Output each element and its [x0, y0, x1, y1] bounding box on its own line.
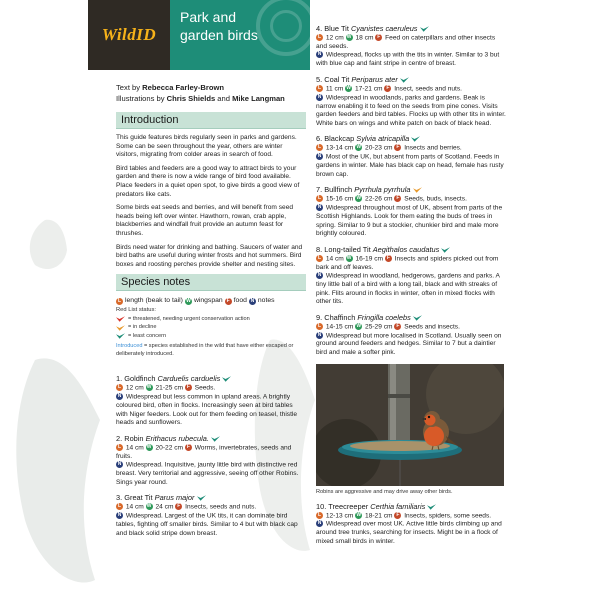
wingspan-badge-icon: W [346, 254, 352, 261]
length-badge-icon: L [317, 34, 322, 40]
green-bird-icon [116, 333, 125, 339]
species-name-row [316, 75, 506, 85]
right-species-list-bottom [316, 502, 506, 547]
species-number: 8. [316, 244, 323, 254]
intro-paragraph-1: This guide features birds regularly seen in parks and gardens. Some can be seen throughout the year, others are winter visitors, migrating from colder areas in search of food. [116, 134, 297, 159]
species-latin-name: Cyanistes caeruleus [350, 24, 418, 33]
species-common-name: Goldfinch [124, 374, 156, 384]
species-name-row [316, 245, 506, 255]
wingspan-badge-icon: W [146, 384, 152, 391]
red-bird-icon [116, 316, 125, 322]
species-latin-name: Periparus ater [351, 74, 398, 84]
species-latin-name: Parus major [154, 493, 195, 503]
introduced-text: = species established in the wild that have either escaped or deliberately introduced. [116, 343, 294, 357]
species-common-name: Blackcap [324, 134, 355, 144]
author-name: Rebecca Farley-Brown [142, 83, 225, 92]
notes-badge-icon: N [317, 331, 322, 338]
species-wingspan: 20-22 cm [155, 444, 183, 452]
species-common-name: Coal Tit [324, 74, 350, 84]
species-notes-text: Widespread. Largest of the UK tits, it can dominate bird tables, fighting off smaller birds. Similar to 4 but with black cap and black solid stripe down breast. [116, 512, 298, 537]
species-measurements [316, 85, 506, 94]
notes-badge-icon: N [317, 272, 322, 279]
species-length: 15-16 cm [325, 195, 354, 203]
credits [116, 82, 306, 104]
species-food: Worms, invertebrates, seeds and fruits. [116, 444, 292, 460]
species-common-name: Treecreeper [328, 501, 369, 511]
notes-badge-icon: N [317, 93, 322, 100]
species-common-name: Great Tit [124, 493, 153, 503]
status-bird-icon [427, 504, 436, 510]
status-bird-icon [400, 77, 409, 83]
species-name-row [316, 134, 506, 144]
species-entry [316, 313, 506, 358]
species-entry [116, 493, 306, 538]
species-wingspan: 25-29 cm [365, 323, 393, 330]
species-number: 10. [316, 501, 327, 511]
species-measurements [316, 144, 506, 153]
food-badge-icon: F [186, 443, 190, 450]
species-name-row [116, 374, 306, 384]
species-common-name: Chaffinch [324, 312, 356, 322]
species-name-row [116, 493, 306, 503]
legend-notes: notes [257, 297, 275, 305]
species-latin-name: Erithacus rubecula. [145, 433, 209, 443]
food-badge-icon: F [396, 322, 400, 329]
species-common-name: Robin [124, 433, 144, 443]
species-latin-name: Aegithalos caudatus [372, 244, 440, 254]
species-name-row [316, 502, 506, 512]
species-measurements [116, 503, 306, 512]
species-number: 9. [316, 312, 323, 322]
species-length: 14 cm [125, 444, 144, 452]
length-badge-icon: L [317, 195, 322, 202]
illustrator-1: Chris Shields [166, 94, 216, 103]
intro-paragraph-2: Bird tables and feeders are a good way to attract birds to your garden and there is now a wide range of bird food available. Place feeders in a quiet open spot, to give birds a good view of predators like cats. [116, 164, 300, 198]
species-number: 6. [316, 134, 323, 144]
species-length: 13-14 cm [325, 144, 354, 152]
species-notes-text: Most of the UK, but absent from parts of Scotland. Feeds in gardens in winter. Male has black cap on head, female has rusty brown cap. [316, 153, 504, 178]
legend-wingspan: wingspan [193, 297, 223, 305]
notes-badge-icon: N [317, 153, 322, 160]
species-entry [316, 245, 506, 307]
species-entry [316, 134, 506, 179]
species-number: 4. [316, 24, 323, 33]
legend-length-note: (beak to tail) [145, 297, 183, 305]
species-length: 11 cm [325, 85, 344, 93]
species-food: Insects, spiders, some seeds. [404, 511, 492, 519]
species-measurements [316, 512, 506, 521]
species-notes-text: Widespread but more localised in Scotland. Usually seen on ground around feeders and hedges. Similar to 7 but a daintier bird and male a softer pink. [316, 331, 502, 357]
species-common-name: Blue Tit [324, 24, 349, 33]
length-badge-icon: L [117, 503, 122, 510]
photo-caption: Robins are aggressive and may drive away other birds. [316, 488, 453, 495]
legend-food: food [233, 297, 247, 305]
status-threatened-label: = threatened, needing urgent conservation action [128, 315, 250, 322]
food-badge-icon: F [386, 84, 390, 91]
species-measurements [316, 255, 506, 272]
status-threatened [116, 315, 306, 324]
status-bird-icon [211, 436, 220, 442]
intro-paragraph-4: Birds need water for drinking and bathing. Saucers of water and bird baths are useful during winter frosts and hot summers. Bird boxes and roosting perches provide shelter and nesting sites. [116, 243, 303, 268]
length-badge-icon: L [117, 297, 122, 304]
title-line-1: Park and [180, 9, 237, 25]
page-title [180, 8, 300, 44]
status-bird-icon [420, 26, 429, 32]
species-number: 2. [116, 433, 123, 443]
robin-photo [316, 364, 504, 486]
species-length: 12-13 cm [325, 511, 354, 519]
notes-badge-icon: N [117, 461, 122, 468]
species-notes [316, 332, 506, 358]
wingspan-badge-icon: W [346, 34, 352, 40]
species-notes [316, 51, 506, 68]
length-badge-icon: L [117, 443, 122, 450]
species-notes-heading: Species notes [116, 274, 306, 291]
species-name-row [116, 434, 306, 444]
species-notes-text: Widespread throughout most of UK, absent from parts of the Scottish Highlands. Look for them eating the buds of trees in spring. Similar to 9 but a stockier, chunkier bird and male more brightly coloured. [316, 204, 503, 238]
species-wingspan: 17-21 cm [355, 85, 383, 93]
food-badge-icon: F [186, 384, 190, 391]
species-notes [316, 272, 506, 307]
species-wingspan: 22-26 cm [365, 195, 393, 203]
title-line-2: garden birds [180, 27, 258, 43]
species-notes [316, 520, 506, 546]
length-badge-icon: L [317, 144, 322, 151]
wingspan-badge-icon: W [356, 511, 362, 518]
species-number: 1. [116, 374, 123, 384]
status-decline-label: = in decline [128, 324, 157, 331]
species-measurements [316, 34, 506, 51]
wingspan-badge-icon: W [356, 144, 362, 151]
species-notes-text: Widespread over most UK. Active little birds climbing up and around tree trunks, searching for insects. Might be in a flock of mixed small birds in winter. [316, 520, 502, 545]
species-entry [116, 374, 306, 427]
species-food: Insects and spiders picked out from bark and off leaves. [316, 254, 499, 271]
status-least-concern [116, 332, 306, 341]
introduced-note [116, 343, 306, 358]
status-bird-icon [413, 315, 422, 321]
food-badge-icon: F [177, 503, 181, 510]
species-wingspan: 21-25 cm [155, 384, 183, 392]
species-food: Insects, seeds and nuts. [185, 503, 257, 511]
species-notes [316, 94, 506, 129]
food-badge-icon: F [377, 34, 381, 40]
and-label: and [215, 94, 233, 103]
species-measurements [316, 195, 506, 204]
species-notes [116, 512, 306, 538]
species-entry [116, 434, 306, 487]
status-bird-icon [222, 376, 231, 382]
wildid-logo [88, 0, 170, 70]
species-common-name: Long-tailed Tit [324, 244, 371, 254]
species-measurements [316, 323, 506, 332]
wingspan-badge-icon: W [346, 84, 352, 91]
right-species-list-top [316, 24, 506, 358]
length-badge-icon: L [317, 511, 322, 518]
species-notes-text: Widespread, flocks up with the tits in winter. Similar to 3 but with blue cap and faint stripe in centre of breast. [316, 51, 500, 68]
species-wingspan: 24 cm [155, 503, 174, 511]
species-notes-text: Widespread in woodlands, parks and gardens. Beak is narrow enabling it to feed on the seeds from pine cones. Visits garden feeders and bird tables. Flocks up with other tits in winter. White bars on wings and white patch on back of black head. [316, 93, 506, 127]
status-decline [116, 323, 306, 332]
species-notes [116, 393, 306, 428]
species-food: Feed on caterpillars and other insects and seeds. [316, 34, 496, 50]
species-latin-name: Sylvia atricapilla [356, 134, 410, 144]
spacer [116, 358, 306, 374]
species-length: 12 cm [325, 34, 344, 42]
status-bird-icon [413, 187, 422, 193]
length-badge-icon: L [117, 384, 122, 391]
food-badge-icon: F [396, 511, 400, 518]
species-entry [316, 502, 506, 547]
species-measurements [116, 384, 306, 393]
robin-feeder-image [316, 364, 504, 486]
red-list-label: Red List status: [116, 307, 156, 314]
right-column [316, 24, 506, 553]
introduction-heading: Introduction [116, 112, 306, 129]
wingspan-badge-icon: W [356, 195, 362, 202]
food-badge-icon: F [396, 195, 400, 202]
species-length: 14 cm [325, 254, 344, 262]
illustrator-2: Mike Langman [232, 94, 285, 103]
species-number: 3. [116, 493, 123, 503]
species-latin-name: Carduelis carduelis [157, 374, 221, 384]
left-column [116, 112, 306, 544]
species-notes [116, 461, 306, 487]
food-badge-icon: F [226, 297, 230, 304]
notes-badge-icon: N [317, 51, 322, 58]
species-food: Insect, seeds and nuts. [394, 85, 462, 93]
length-badge-icon: L [317, 254, 322, 261]
species-entry [316, 185, 506, 238]
species-entry [316, 24, 506, 69]
species-common-name: Bullfinch [324, 185, 353, 195]
food-badge-icon: F [396, 144, 400, 151]
species-notes [316, 204, 506, 239]
species-name-row [316, 185, 506, 195]
notes-badge-icon: N [317, 204, 322, 211]
species-notes [316, 153, 506, 179]
intro-paragraph-3: Some birds eat seeds and berries, and will benefit from seed heads being left over winter. Hawthorn, rowan, crab apple, blackberries and windfall fruit provide an autumn feast for thrushes. [116, 204, 294, 237]
status-least-label: = least concern [128, 332, 167, 339]
length-badge-icon: L [317, 84, 322, 91]
title-banner [170, 0, 310, 70]
wingspan-badge-icon: W [146, 503, 152, 510]
species-number: 5. [316, 74, 323, 84]
species-wingspan: 20-23 cm [365, 144, 393, 152]
logo-text: WildID [101, 25, 157, 44]
text-by-label: Text by [116, 83, 143, 92]
species-measurements [116, 444, 306, 461]
species-length: 14-15 cm [325, 323, 354, 330]
left-species-list [116, 374, 306, 538]
legend-length: length [125, 297, 144, 305]
species-length: 12 cm [125, 384, 144, 392]
species-wingspan: 18-21 cm [365, 511, 393, 519]
species-food: Seeds and insects. [404, 323, 460, 330]
status-bird-icon [441, 247, 450, 253]
species-length: 14 cm [125, 503, 144, 511]
status-bird-icon [411, 136, 420, 142]
species-food: Seeds, buds, insects. [404, 195, 467, 203]
notes-badge-icon: N [117, 512, 122, 519]
species-latin-name: Fringilla coelebs [357, 312, 411, 322]
species-entry [316, 75, 506, 128]
notes-badge-icon: N [250, 297, 255, 304]
species-notes-text: Widespread. Inquisitive, jaunty little bird with distinctive red breast. Very territorial and aggressive, seeing off other Robins. Sings year round. [116, 461, 299, 486]
illustrations-label: Illustrations by [116, 94, 167, 103]
species-notes-text: Widespread in woodland, hedgerows, gardens and parks. A tiny little ball of a bird with a long tail, black and with streaks of pink. Flits around in flocks in winter, often in mixed flocks with other tits. [316, 272, 500, 306]
species-name-row [316, 313, 506, 323]
species-food: Insects and berries. [404, 144, 462, 152]
food-badge-icon: F [386, 254, 390, 261]
species-wingspan: 18 cm [355, 34, 374, 42]
species-name-row [316, 24, 506, 34]
wingspan-badge-icon: W [186, 297, 191, 304]
introduced-word: Introduced [116, 343, 143, 350]
length-badge-icon: L [317, 322, 322, 329]
species-notes-text: Widespread but less common in upland areas. A brightly coloured bird, often in flocks. Increasingly seen at bird tables with Niger feeders. Look out for them feeding on teasel, thistle heads and sunflowers. [116, 393, 298, 427]
notes-badge-icon: N [117, 393, 122, 400]
bird-silhouette-decoration [5, 100, 105, 600]
notes-badge-icon: N [317, 520, 322, 527]
species-food: Seeds. [194, 384, 216, 392]
species-latin-name: Pyrrhula pyrrhula [354, 185, 411, 195]
species-wingspan: 16-19 cm [355, 254, 383, 262]
wingspan-badge-icon: W [146, 443, 152, 450]
status-bird-icon [197, 495, 206, 501]
species-latin-name: Certhia familiaris [370, 501, 426, 511]
amber-bird-icon [116, 325, 125, 331]
wingspan-badge-icon: W [356, 322, 362, 329]
legend-key [116, 296, 306, 306]
species-number: 7. [316, 185, 323, 195]
